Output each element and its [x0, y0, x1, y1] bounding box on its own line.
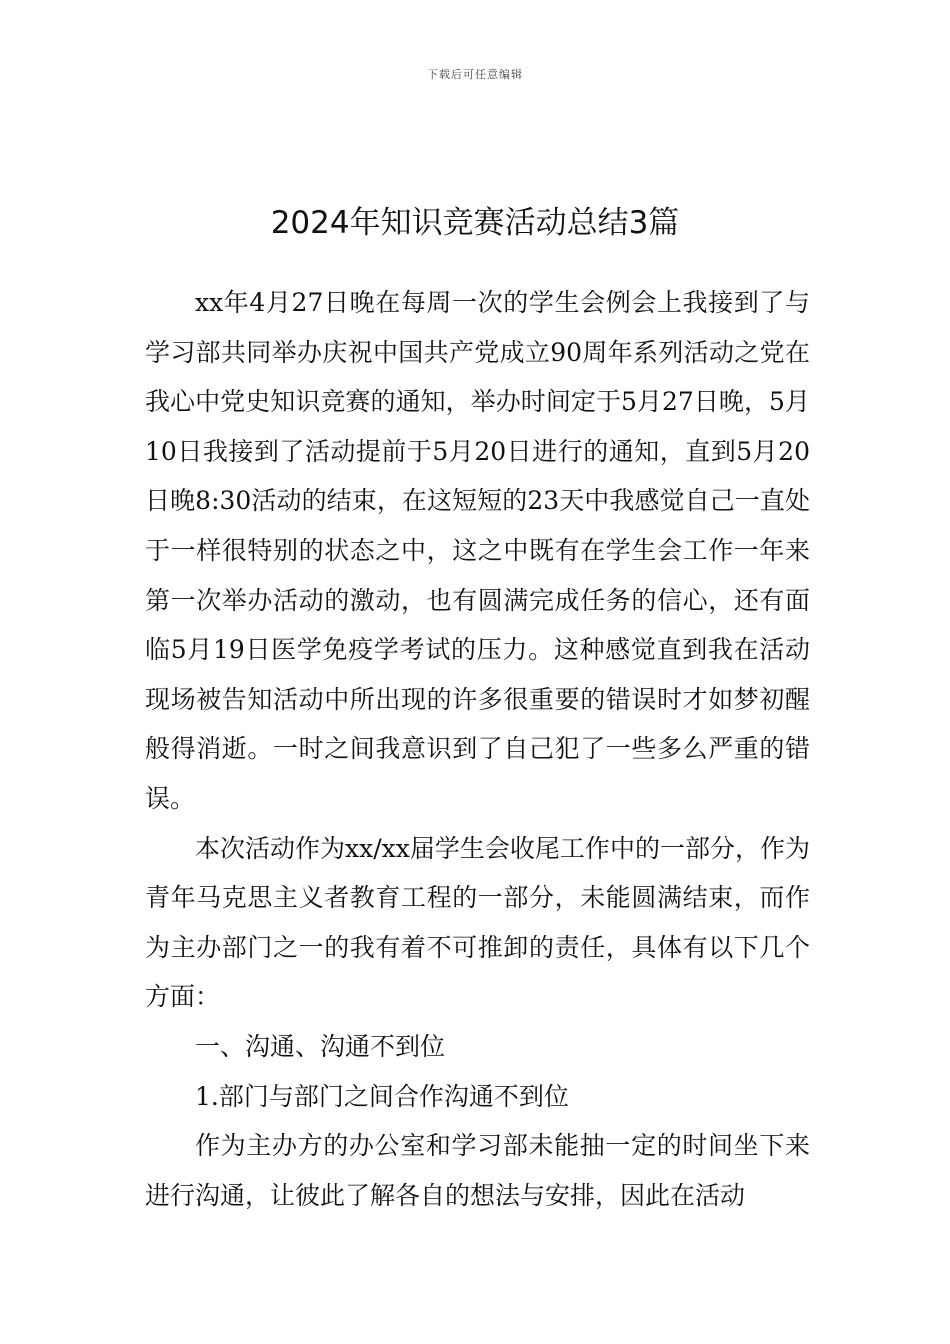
- section-heading: 一、沟通、沟通不到位: [195, 1031, 446, 1061]
- document-title: 2024年知识竞赛活动总结3篇: [270, 204, 680, 241]
- paragraph-1: xx年4月27日晚在每周一次的学生会例会上我接到了与学习部共同举办庆祝中国共产党成立90周年系列活动之党在我心中党史知识竞赛的通知，举办时间定于5月27日晚，5月10日我接到了活动提前于5月20日进行的通知，直到5月20日晚8:30活动的结束，在这短短的23天中我感觉自己一直处于一样很特别的状态之中，这之中既有在学生会工作一年来第一次举办活动的激动，也有圆满完成任务的信心，还有面临5月19日医学免疫学考试的压力。这种感觉直到我在活动现场被告知活动中所出现的许多很重要的错误时才如梦初醒般得消逝。一时之间我意识到了自己犯了一些多么严重的错误。: [145, 288, 810, 813]
- subsection-heading: 1.部门与部门之间合作沟通不到位: [195, 1081, 569, 1111]
- paragraph-2: 本次活动作为xx/xx届学生会收尾工作中的一部分，作为青年马克思主义者教育工程的一部分，未能圆满结束，而作为主办部门之一的我有着不可推卸的责任，具体有以下几个方面：: [145, 833, 810, 1012]
- paragraph-3: 作为主办方的办公室和学习部未能抽一定的时间坐下来进行沟通，让彼此了解各自的想法与安排，因此在活动: [145, 1131, 810, 1210]
- header-note: 下载后可任意编辑: [427, 68, 523, 81]
- document-body: [145, 278, 810, 1220]
